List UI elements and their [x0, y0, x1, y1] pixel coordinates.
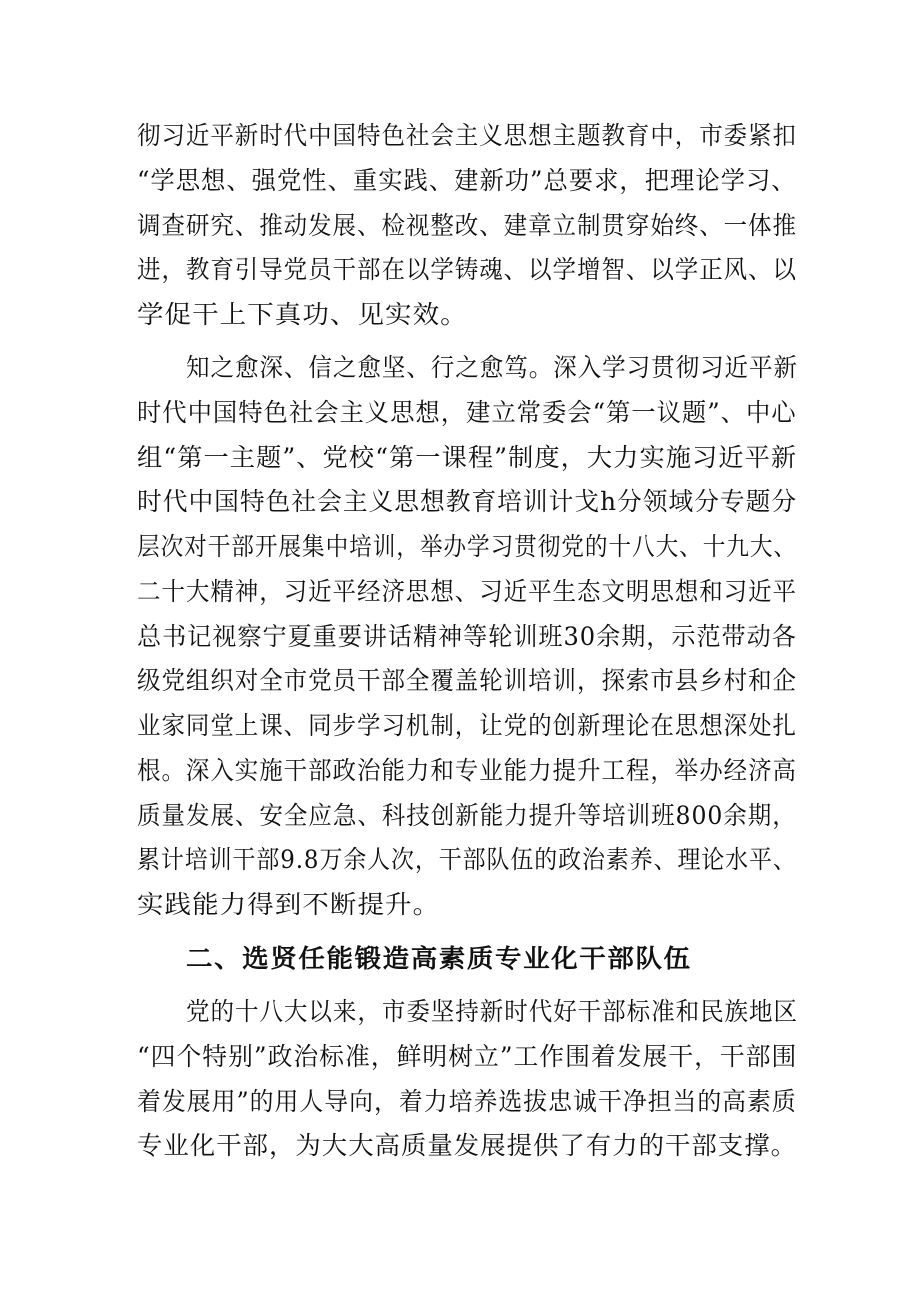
paragraph-line: 级党组织对全市党员干部全覆盖轮训培训，探索市县乡村和企: [137, 666, 798, 695]
paragraph-line: 知之愈深、信之愈坚、行之愈笃。深入学习贯彻习近平新: [186, 353, 799, 382]
paragraph-line: 专业化干部，为大大高质量发展提供了有力的干部支撑。: [137, 1131, 798, 1160]
paragraph-line: 业家同堂上课、同步学习机制，让党的创新理论在思想深处扎: [137, 711, 798, 740]
paragraph-line: 调查研究、推动发展、检视整改、建章立制贯穿始终、一体推: [137, 211, 798, 240]
paragraph-line: 党的十八大以来，市委坚持新时代好干部标准和民族地区: [186, 997, 799, 1026]
paragraph-line: “学思想、强党性、重实践、建新功”总要求，把理论学习、: [137, 166, 797, 195]
paragraph-line: 根。深入实施干部政治能力和专业能力提升工程，举办经济高: [137, 756, 798, 785]
paragraph-line: 着发展用”的用人导向，着力培养选拔忠诚干净担当的高素质: [137, 1087, 797, 1116]
paragraph-line: 层次对干部开展集中培训，举办学习贯彻党的十八大、十九大、: [137, 532, 798, 561]
paragraph-line: “四个特别”政治标准，鲜明树立”工作围着发展干，干部围: [137, 1042, 798, 1071]
paragraph-line: 二十大精神，习近平经济思想、习近平生态文明思想和习近平: [137, 577, 798, 606]
paragraph-line: 彻习近平新时代中国特色社会主义思想主题教育中，市委紧扣: [137, 121, 798, 150]
paragraph-line: 时代中国特色社会主义思想，建立常委会“第一议题”、中心: [137, 398, 797, 427]
paragraph-line: 时代中国特色社会主义思想教育培训计戈h分领域分专题分: [137, 487, 798, 516]
paragraph-line: 进，教育引导党员干部在以学铸魂、以学增智、以学正风、以: [137, 255, 798, 284]
paragraph-line: 质量发展、安全应急、科技创新能力提升等培训班800余期，: [137, 801, 797, 830]
paragraph-line: 累计培训干部9.8万余人次，干部队伍的政治素养、理论水平、: [137, 845, 797, 874]
paragraph-line: 总书记视察宁夏重要讲话精神等轮训班30余期，示范带动各: [137, 622, 797, 651]
paragraph-line: 学促干上下真功、见实效。: [137, 300, 468, 329]
paragraph-line: 实践能力得到不断提升。: [137, 890, 441, 919]
paragraph-line: 组“第一主题”、党校“第一课程”制度，大力实施习近平新: [137, 443, 798, 472]
section-heading: 二、选贤任能锻造高素质专业化干部队伍: [186, 944, 692, 973]
